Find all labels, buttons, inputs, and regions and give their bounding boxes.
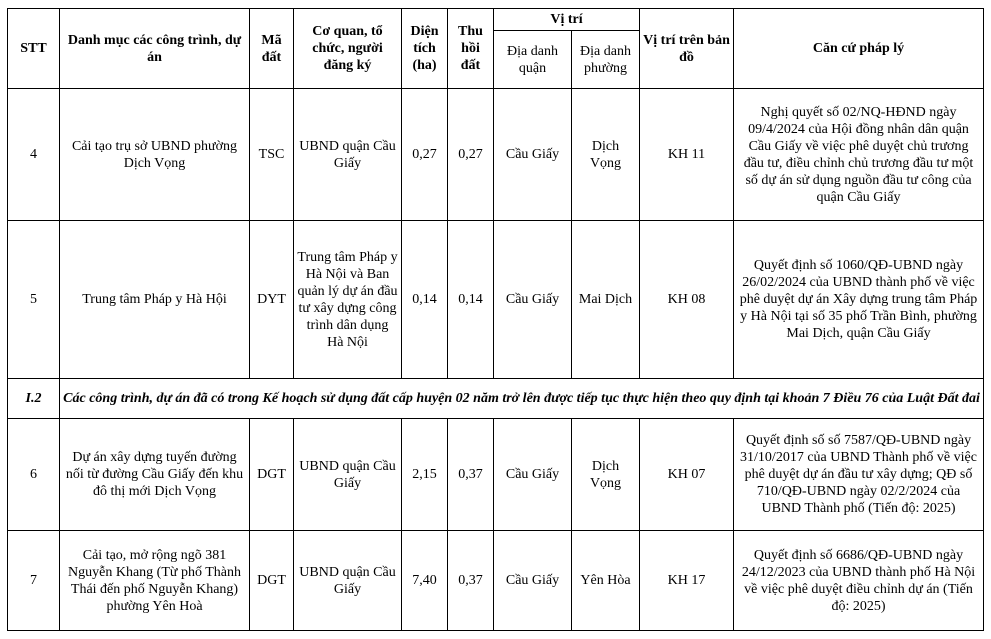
cell-district: Cầu Giấy (494, 531, 572, 631)
cell-project-name: Trung tâm Pháp y Hà Hội (60, 221, 250, 379)
header-area: Diện tích (ha) (402, 9, 448, 89)
header-location: Vị trí (494, 9, 640, 31)
cell-district: Cầu Giấy (494, 221, 572, 379)
cell-district: Cầu Giấy (494, 419, 572, 531)
header-map-position: Vị trí trên bản đồ (640, 9, 734, 89)
header-legal-basis: Căn cứ pháp lý (734, 9, 984, 89)
cell-district: Cầu Giấy (494, 89, 572, 221)
cell-area: 2,15 (402, 419, 448, 531)
header-project-name: Danh mục các công trình, dự án (60, 9, 250, 89)
header-ward: Địa danh phường (572, 31, 640, 89)
cell-recovered: 0,14 (448, 221, 494, 379)
cell-agency: UBND quận Cầu Giấy (294, 419, 402, 531)
cell-land-code: DGT (250, 531, 294, 631)
cell-agency: Trung tâm Pháp y Hà Nội và Ban quản lý dự án đầu tư xây dựng công trình dân dụng Hà Nội (294, 221, 402, 379)
cell-land-code: DYT (250, 221, 294, 379)
cell-stt: 7 (8, 531, 60, 631)
cell-area: 7,40 (402, 531, 448, 631)
cell-ward: Yên Hòa (572, 531, 640, 631)
table-row (8, 419, 984, 531)
header-agency: Cơ quan, tổ chức, người đăng ký (294, 9, 402, 89)
cell-stt: 5 (8, 221, 60, 379)
cell-map-position: KH 07 (640, 419, 734, 531)
cell-land-code: TSC (250, 89, 294, 221)
cell-project-name: Cải tạo trụ sở UBND phường Dịch Vọng (60, 89, 250, 221)
header-row-1 (8, 9, 984, 31)
cell-project-name: Cải tạo, mở rộng ngõ 381 Nguyễn Khang (Từ phố Thành Thái đến phố Nguyễn Khang) phường Yên Hoà (60, 531, 250, 631)
cell-agency: UBND quận Cầu Giấy (294, 89, 402, 221)
header-land-code: Mã đất (250, 9, 294, 89)
table-row (8, 89, 984, 221)
header-stt: STT (8, 9, 60, 89)
cell-legal-basis: Quyết định số 1060/QĐ-UBND ngày 26/02/2024 của UBND thành phố về việc phê duyệt dự án Xây dựng trung tâm Pháp y Hà Nội tại số 35 phố Trần Bình, phường Mai Dịch, quận Cầu Giấy (734, 221, 984, 379)
cell-land-code: DGT (250, 419, 294, 531)
cell-ward: Mai Dịch (572, 221, 640, 379)
cell-map-position: KH 17 (640, 531, 734, 631)
cell-agency: UBND quận Cầu Giấy (294, 531, 402, 631)
table-row (8, 221, 984, 379)
header-district: Địa danh quận (494, 31, 572, 89)
cell-map-position: KH 11 (640, 89, 734, 221)
cell-legal-basis: Quyết định số 6686/QĐ-UBND ngày 24/12/2023 của UBND thành phố Hà Nội về việc phê duyệt điều chỉnh dự án (Tiến độ: 2025) (734, 531, 984, 631)
cell-map-position: KH 08 (640, 221, 734, 379)
table-row (8, 531, 984, 631)
cell-legal-basis: Quyết định số số 7587/QĐ-UBND ngày 31/10/2017 của UBND Thành phố về việc phê duyệt dự án đầu tư xây dựng; QĐ số 710/QĐ-UBND ngày 02/2/2024 của UBND Thành phố (Tiến độ: 2025) (734, 419, 984, 531)
land-use-project-table (7, 8, 984, 631)
cell-stt: 6 (8, 419, 60, 531)
cell-area: 0,27 (402, 89, 448, 221)
section-row (8, 379, 984, 419)
cell-ward: Dịch Vọng (572, 419, 640, 531)
section-title: Các công trình, dự án đã có trong Kế hoạch sử dụng đất cấp huyện 02 năm trở lên được tiếp tục thực hiện theo quy định tại khoản 7 Điều 76 của Luật Đất đai (60, 379, 984, 419)
cell-recovered: 0,27 (448, 89, 494, 221)
header-recovered: Thu hồi đất (448, 9, 494, 89)
cell-recovered: 0,37 (448, 531, 494, 631)
cell-legal-basis: Nghị quyết số 02/NQ-HĐND ngày 09/4/2024 của Hội đồng nhân dân quận Cầu Giấy về việc phê duyệt chủ trương đầu tư, điều chỉnh chủ trương đầu tư một số dự án sử dụng nguồn đầu tư công của quận Cầu Giấy (734, 89, 984, 221)
cell-ward: Dịch Vọng (572, 89, 640, 221)
cell-project-name: Dự án xây dựng tuyến đường nối từ đường Cầu Giấy đến khu đô thị mới Dịch Vọng (60, 419, 250, 531)
cell-area: 0,14 (402, 221, 448, 379)
cell-recovered: 0,37 (448, 419, 494, 531)
section-label: I.2 (8, 379, 60, 419)
cell-stt: 4 (8, 89, 60, 221)
